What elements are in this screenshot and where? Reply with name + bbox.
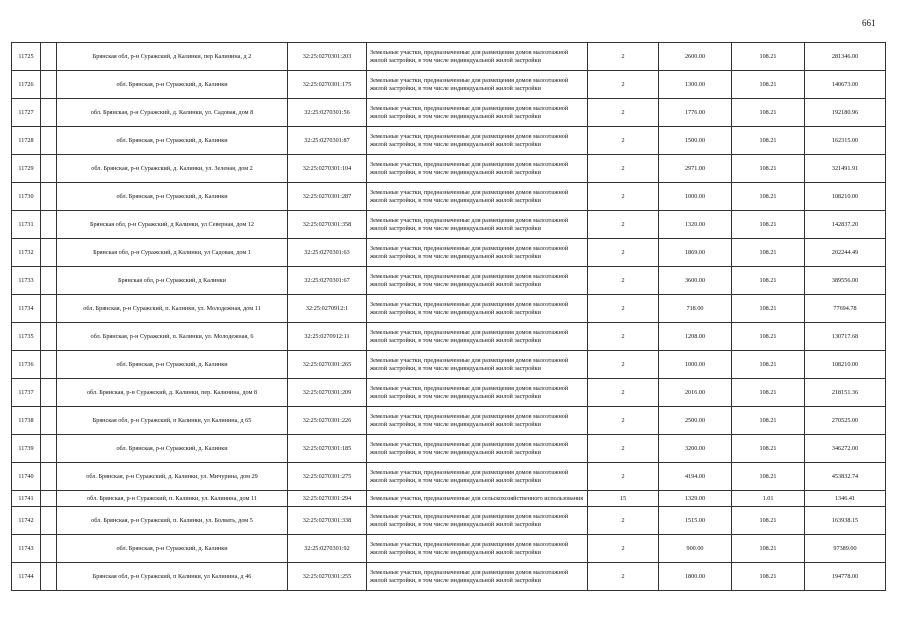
land-use-cell: Земельные участки, предназначенные для размещения домов малоэтажной жилой застройки, в том числе индивидуальной жилой застройки bbox=[367, 127, 588, 155]
record-number-cell: 11743 bbox=[12, 535, 41, 563]
land-use-cell: Земельные участки, предназначенные для размещения домов малоэтажной жилой застройки, в том числе индивидуальной жилой застройки bbox=[367, 407, 588, 435]
specific-value-cell: 108.21 bbox=[732, 407, 805, 435]
cadastral-number-cell: 32:25:0270301:203 bbox=[288, 43, 367, 71]
blank-cell bbox=[41, 239, 57, 267]
use-code-cell: 2 bbox=[588, 211, 659, 239]
cadastral-value-cell: 140673.00 bbox=[805, 71, 886, 99]
record-number-cell: 11734 bbox=[12, 295, 41, 323]
specific-value-cell: 108.21 bbox=[732, 351, 805, 379]
use-code-cell: 2 bbox=[588, 71, 659, 99]
cadastral-value-cell: 389556.00 bbox=[805, 267, 886, 295]
address-cell: обл. Брянская, р-н Суражский, д. Калинки, ул. Мичурина, дом 29 bbox=[57, 463, 288, 491]
record-number-cell: 11741 bbox=[12, 491, 41, 507]
cadastral-number-cell: 32:25:0270301:104 bbox=[288, 155, 367, 183]
specific-value-cell: 1.01 bbox=[732, 491, 805, 507]
cadastral-value-cell: 108210.00 bbox=[805, 351, 886, 379]
cadastral-number-cell: 32:25:0270301:209 bbox=[288, 379, 367, 407]
table-row bbox=[12, 155, 886, 183]
area-cell: 1329.00 bbox=[659, 491, 732, 507]
blank-cell bbox=[41, 295, 57, 323]
land-use-cell: Земельные участки, предназначенные для размещения домов малоэтажной жилой застройки, в том числе индивидуальной жилой застройки bbox=[367, 99, 588, 127]
table-body bbox=[12, 43, 886, 591]
area-cell: 2016.00 bbox=[659, 379, 732, 407]
blank-cell bbox=[41, 507, 57, 535]
record-number-cell: 11728 bbox=[12, 127, 41, 155]
area-cell: 1776.00 bbox=[659, 99, 732, 127]
cadastral-number-cell: 32:25:0270301:255 bbox=[288, 563, 367, 591]
specific-value-cell: 108.21 bbox=[732, 71, 805, 99]
blank-cell bbox=[41, 435, 57, 463]
table-row bbox=[12, 295, 886, 323]
blank-cell bbox=[41, 379, 57, 407]
address-cell: обл. Брянская, р-н Суражский, п. Калинки, ул. Калинина, дом 11 bbox=[57, 491, 288, 507]
cadastral-number-cell: 32:25:0270301:287 bbox=[288, 183, 367, 211]
table-row bbox=[12, 239, 886, 267]
blank-cell bbox=[41, 563, 57, 591]
table-row bbox=[12, 127, 886, 155]
record-number-cell: 11732 bbox=[12, 239, 41, 267]
area-cell: 1300.00 bbox=[659, 71, 732, 99]
specific-value-cell: 108.21 bbox=[732, 563, 805, 591]
land-use-cell: Земельные участки, предназначенные для размещения домов малоэтажной жилой застройки, в том числе индивидуальной жилой застройки bbox=[367, 239, 588, 267]
table-row bbox=[12, 351, 886, 379]
address-cell: Брянская обл, р-н Суражский, п Калинки, ул Калинина, д 46 bbox=[57, 563, 288, 591]
cadastral-value-cell: 192180.96 bbox=[805, 99, 886, 127]
address-cell: Брянская обл, р-н Суражский, д Калинки bbox=[57, 267, 288, 295]
blank-cell bbox=[41, 183, 57, 211]
table-row bbox=[12, 323, 886, 351]
address-cell: обл. Брянская, р-н Суражский, д. Калинки, пер. Калинина, дом 8 bbox=[57, 379, 288, 407]
area-cell: 718.00 bbox=[659, 295, 732, 323]
area-cell: 2600.00 bbox=[659, 43, 732, 71]
record-number-cell: 11744 bbox=[12, 563, 41, 591]
cadastral-value-cell: 1346.41 bbox=[805, 491, 886, 507]
address-cell: обл. Брянская, р-н Суражский, д. Калинки bbox=[57, 71, 288, 99]
blank-cell bbox=[41, 99, 57, 127]
address-cell: обл. Брянская, р-н Суражский, п. Калинки, ул. Молодежная, 6 bbox=[57, 323, 288, 351]
specific-value-cell: 108.21 bbox=[732, 295, 805, 323]
specific-value-cell: 108.21 bbox=[732, 535, 805, 563]
address-cell: Брянская обл, р-н Суражский, п Калинки, ул Калинина, д 65 bbox=[57, 407, 288, 435]
specific-value-cell: 108.21 bbox=[732, 323, 805, 351]
cadastral-value-cell: 202244.49 bbox=[805, 239, 886, 267]
record-number-cell: 11725 bbox=[12, 43, 41, 71]
cadastral-number-cell: 32:25:0270301:63 bbox=[288, 239, 367, 267]
cadastral-value-cell: 97389.00 bbox=[805, 535, 886, 563]
record-number-cell: 11738 bbox=[12, 407, 41, 435]
cadastral-value-cell: 108210.00 bbox=[805, 183, 886, 211]
use-code-cell: 2 bbox=[588, 43, 659, 71]
blank-cell bbox=[41, 351, 57, 379]
cadastral-value-cell: 77694.78 bbox=[805, 295, 886, 323]
area-cell: 1869.00 bbox=[659, 239, 732, 267]
record-number-cell: 11731 bbox=[12, 211, 41, 239]
area-cell: 2971.00 bbox=[659, 155, 732, 183]
record-number-cell: 11730 bbox=[12, 183, 41, 211]
specific-value-cell: 108.21 bbox=[732, 239, 805, 267]
land-use-cell: Земельные участки, предназначенные для размещения домов малоэтажной жилой застройки, в том числе индивидуальной жилой застройки bbox=[367, 43, 588, 71]
land-use-cell: Земельные участки, предназначенные для размещения домов малоэтажной жилой застройки, в том числе индивидуальной жилой застройки bbox=[367, 267, 588, 295]
table-row bbox=[12, 99, 886, 127]
table-row bbox=[12, 267, 886, 295]
table-row bbox=[12, 211, 886, 239]
cadastral-number-cell: 32:25:0270301:175 bbox=[288, 71, 367, 99]
address-cell: обл. Брянская, р-н Суражский, д. Калинки bbox=[57, 435, 288, 463]
table-row bbox=[12, 435, 886, 463]
address-cell: обл. Брянская, р-н Суражский, д. Калинки, ул. Садовая, дом 8 bbox=[57, 99, 288, 127]
land-use-cell: Земельные участки, предназначенные для размещения домов малоэтажной жилой застройки, в том числе индивидуальной жилой застройки bbox=[367, 323, 588, 351]
record-number-cell: 11727 bbox=[12, 99, 41, 127]
blank-cell bbox=[41, 43, 57, 71]
address-cell: обл. Брянская, р-н Суражский, п. Калинки, ул. Болвать, дом 5 bbox=[57, 507, 288, 535]
use-code-cell: 2 bbox=[588, 323, 659, 351]
table-row bbox=[12, 379, 886, 407]
record-number-cell: 11740 bbox=[12, 463, 41, 491]
land-use-cell: Земельные участки, предназначенные для размещения домов малоэтажной жилой застройки, в том числе индивидуальной жилой застройки bbox=[367, 211, 588, 239]
address-cell: обл. Брянская, р-н Суражский, д. Калинки, ул. Зеленая, дом 2 bbox=[57, 155, 288, 183]
record-number-cell: 11739 bbox=[12, 435, 41, 463]
table-row bbox=[12, 183, 886, 211]
specific-value-cell: 108.21 bbox=[732, 379, 805, 407]
blank-cell bbox=[41, 71, 57, 99]
specific-value-cell: 108.21 bbox=[732, 99, 805, 127]
specific-value-cell: 108.21 bbox=[732, 435, 805, 463]
table-row bbox=[12, 491, 886, 507]
cadastral-value-cell: 453832.74 bbox=[805, 463, 886, 491]
use-code-cell: 2 bbox=[588, 155, 659, 183]
cadastral-value-table bbox=[11, 42, 886, 591]
specific-value-cell: 108.21 bbox=[732, 507, 805, 535]
use-code-cell: 2 bbox=[588, 295, 659, 323]
address-cell: обл. Брянская, р-н Суражский, д. Калинки bbox=[57, 535, 288, 563]
cadastral-value-cell: 194778.00 bbox=[805, 563, 886, 591]
use-code-cell: 2 bbox=[588, 183, 659, 211]
blank-cell bbox=[41, 535, 57, 563]
cadastral-number-cell: 32:25:0270912:1 bbox=[288, 295, 367, 323]
cadastral-value-cell: 281346.00 bbox=[805, 43, 886, 71]
cadastral-value-cell: 130717.68 bbox=[805, 323, 886, 351]
cadastral-number-cell: 32:25:0270301:67 bbox=[288, 267, 367, 295]
cadastral-number-cell: 32:25:0270301:92 bbox=[288, 535, 367, 563]
use-code-cell: 2 bbox=[588, 239, 659, 267]
cadastral-value-cell: 346272.00 bbox=[805, 435, 886, 463]
record-number-cell: 11735 bbox=[12, 323, 41, 351]
area-cell: 1515.00 bbox=[659, 507, 732, 535]
page-number: 661 bbox=[862, 18, 876, 28]
specific-value-cell: 108.21 bbox=[732, 211, 805, 239]
table-row bbox=[12, 563, 886, 591]
specific-value-cell: 108.21 bbox=[732, 463, 805, 491]
land-use-cell: Земельные участки, предназначенные для сельскохозяйственного использования bbox=[367, 491, 588, 507]
blank-cell bbox=[41, 407, 57, 435]
land-use-cell: Земельные участки, предназначенные для размещения домов малоэтажной жилой застройки, в том числе индивидуальной жилой застройки bbox=[367, 463, 588, 491]
table-row bbox=[12, 463, 886, 491]
record-number-cell: 11733 bbox=[12, 267, 41, 295]
cadastral-number-cell: 32:25:0270301:56 bbox=[288, 99, 367, 127]
cadastral-number-cell: 32:25:0270301:265 bbox=[288, 351, 367, 379]
record-number-cell: 11742 bbox=[12, 507, 41, 535]
cadastral-number-cell: 32:25:0270301:358 bbox=[288, 211, 367, 239]
land-use-cell: Земельные участки, предназначенные для размещения домов малоэтажной жилой застройки, в том числе индивидуальной жилой застройки bbox=[367, 535, 588, 563]
address-cell: Брянская обл, р-н Суражский, д Калинки, ул Северная, дом 12 bbox=[57, 211, 288, 239]
blank-cell bbox=[41, 155, 57, 183]
cadastral-number-cell: 32:25:0270301:338 bbox=[288, 507, 367, 535]
land-use-cell: Земельные участки, предназначенные для размещения домов малоэтажной жилой застройки, в том числе индивидуальной жилой застройки bbox=[367, 563, 588, 591]
area-cell: 2500.00 bbox=[659, 407, 732, 435]
specific-value-cell: 108.21 bbox=[732, 183, 805, 211]
cadastral-number-cell: 32:25:0270301:226 bbox=[288, 407, 367, 435]
use-code-cell: 2 bbox=[588, 507, 659, 535]
table-row bbox=[12, 535, 886, 563]
land-use-cell: Земельные участки, предназначенные для размещения домов малоэтажной жилой застройки, в том числе индивидуальной жилой застройки bbox=[367, 183, 588, 211]
cadastral-number-cell: 32:25:0270912:11 bbox=[288, 323, 367, 351]
land-use-cell: Земельные участки, предназначенные для размещения домов малоэтажной жилой застройки, в том числе индивидуальной жилой застройки bbox=[367, 507, 588, 535]
area-cell: 4194.00 bbox=[659, 463, 732, 491]
specific-value-cell: 108.21 bbox=[732, 43, 805, 71]
area-cell: 1500.00 bbox=[659, 127, 732, 155]
table-row bbox=[12, 71, 886, 99]
address-cell: обл. Брянская, р-н Суражский, д. Калинки bbox=[57, 127, 288, 155]
use-code-cell: 2 bbox=[588, 535, 659, 563]
use-code-cell: 2 bbox=[588, 351, 659, 379]
land-use-cell: Земельные участки, предназначенные для размещения домов малоэтажной жилой застройки, в том числе индивидуальной жилой застройки bbox=[367, 351, 588, 379]
use-code-cell: 2 bbox=[588, 563, 659, 591]
land-use-cell: Земельные участки, предназначенные для размещения домов малоэтажной жилой застройки, в том числе индивидуальной жилой застройки bbox=[367, 435, 588, 463]
table-row bbox=[12, 407, 886, 435]
area-cell: 1320.00 bbox=[659, 211, 732, 239]
specific-value-cell: 108.21 bbox=[732, 155, 805, 183]
specific-value-cell: 108.21 bbox=[732, 267, 805, 295]
cadastral-value-cell: 163938.15 bbox=[805, 507, 886, 535]
land-use-cell: Земельные участки, предназначенные для размещения домов малоэтажной жилой застройки, в том числе индивидуальной жилой застройки bbox=[367, 379, 588, 407]
area-cell: 900.00 bbox=[659, 535, 732, 563]
area-cell: 3600.00 bbox=[659, 267, 732, 295]
cadastral-value-cell: 142837.20 bbox=[805, 211, 886, 239]
use-code-cell: 2 bbox=[588, 407, 659, 435]
use-code-cell: 2 bbox=[588, 435, 659, 463]
address-cell: обл. Брянская, р-н Суражский, д. Калинки bbox=[57, 351, 288, 379]
cadastral-number-cell: 32:25:0270301:87 bbox=[288, 127, 367, 155]
use-code-cell: 2 bbox=[588, 463, 659, 491]
use-code-cell: 2 bbox=[588, 267, 659, 295]
address-cell: Брянская обл, р-н Суражский, д Калинки, ул Садовая, дом 1 bbox=[57, 239, 288, 267]
blank-cell bbox=[41, 267, 57, 295]
specific-value-cell: 108.21 bbox=[732, 127, 805, 155]
table-row bbox=[12, 43, 886, 71]
address-cell: обл. Брянская, р-н Суражский, п. Калинки, ул. Молодежная, дом 11 bbox=[57, 295, 288, 323]
record-number-cell: 11736 bbox=[12, 351, 41, 379]
record-number-cell: 11726 bbox=[12, 71, 41, 99]
blank-cell bbox=[41, 323, 57, 351]
use-code-cell: 2 bbox=[588, 379, 659, 407]
cadastral-value-cell: 162315.00 bbox=[805, 127, 886, 155]
blank-cell bbox=[41, 127, 57, 155]
land-use-cell: Земельные участки, предназначенные для размещения домов малоэтажной жилой застройки, в том числе индивидуальной жилой застройки bbox=[367, 155, 588, 183]
blank-cell bbox=[41, 463, 57, 491]
area-cell: 1000.00 bbox=[659, 183, 732, 211]
area-cell: 1208.00 bbox=[659, 323, 732, 351]
area-cell: 1000.00 bbox=[659, 351, 732, 379]
record-number-cell: 11729 bbox=[12, 155, 41, 183]
use-code-cell: 15 bbox=[588, 491, 659, 507]
land-use-cell: Земельные участки, предназначенные для размещения домов малоэтажной жилой застройки, в том числе индивидуальной жилой застройки bbox=[367, 71, 588, 99]
record-number-cell: 11737 bbox=[12, 379, 41, 407]
land-use-cell: Земельные участки, предназначенные для размещения домов малоэтажной жилой застройки, в том числе индивидуальной жилой застройки bbox=[367, 295, 588, 323]
cadastral-value-cell: 321491.91 bbox=[805, 155, 886, 183]
cadastral-number-cell: 32:25:0270301:294 bbox=[288, 491, 367, 507]
address-cell: обл. Брянская, р-н Суражский, д. Калинки bbox=[57, 183, 288, 211]
area-cell: 3200.00 bbox=[659, 435, 732, 463]
blank-cell bbox=[41, 491, 57, 507]
use-code-cell: 2 bbox=[588, 127, 659, 155]
area-cell: 1800.00 bbox=[659, 563, 732, 591]
use-code-cell: 2 bbox=[588, 99, 659, 127]
cadastral-number-cell: 32:25:0270301:275 bbox=[288, 463, 367, 491]
table-row bbox=[12, 507, 886, 535]
cadastral-number-cell: 32:25:0270301:185 bbox=[288, 435, 367, 463]
address-cell: Брянская обл, р-н Суражский, д Калинки, пер Калинина, д 2 bbox=[57, 43, 288, 71]
blank-cell bbox=[41, 211, 57, 239]
cadastral-value-cell: 270525.00 bbox=[805, 407, 886, 435]
cadastral-value-cell: 218151.36 bbox=[805, 379, 886, 407]
